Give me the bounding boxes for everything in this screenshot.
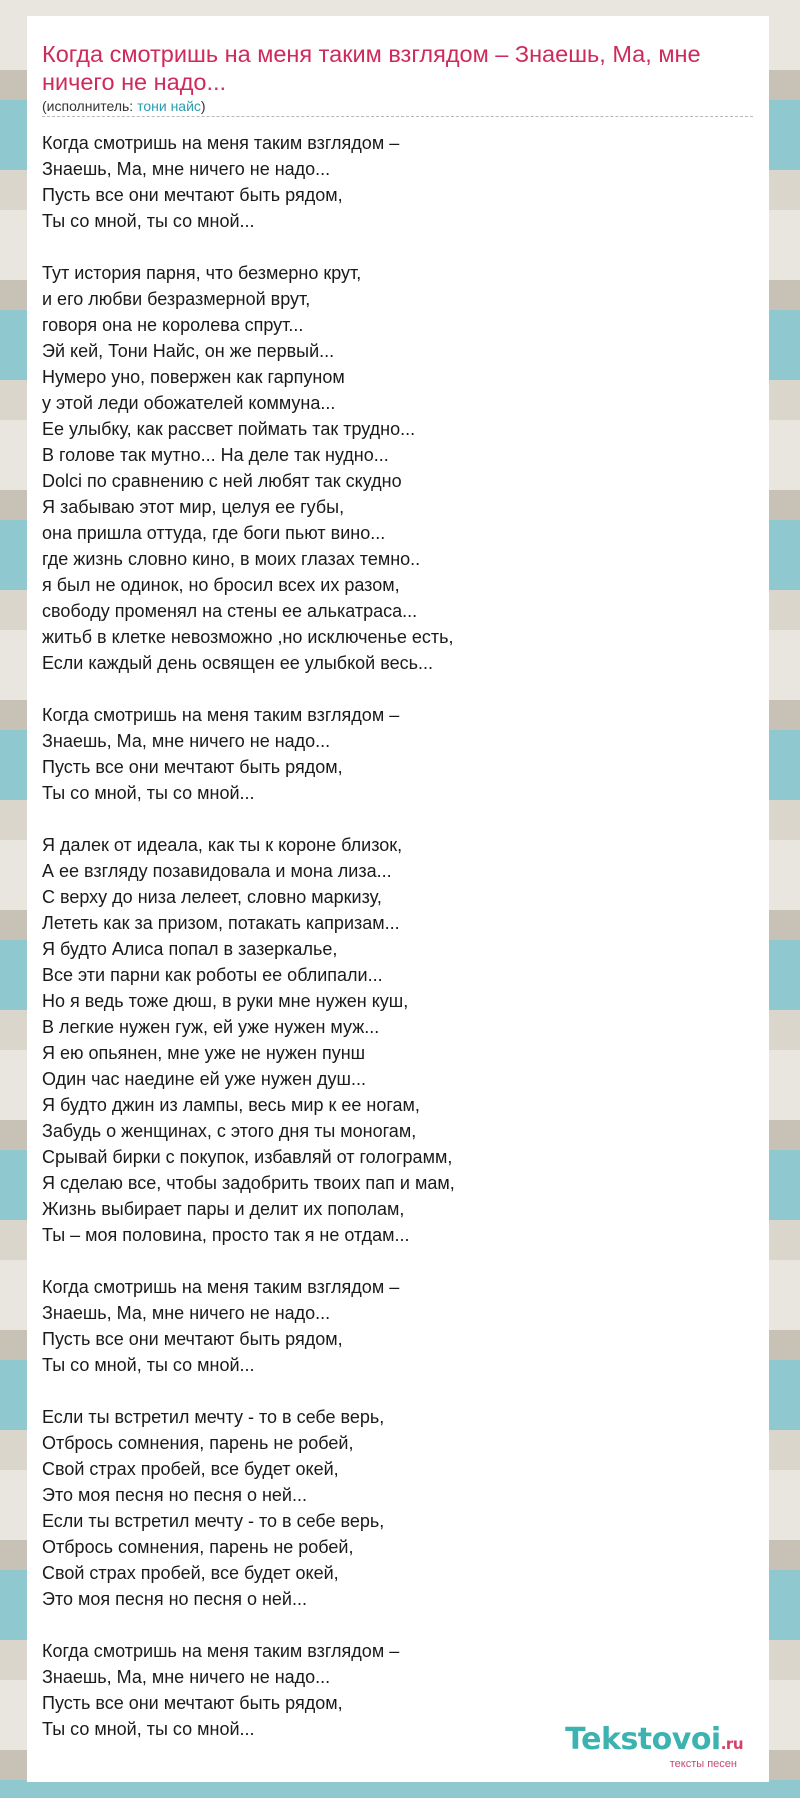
- lyric-line: Ты со мной, ты со мной...: [42, 1719, 255, 1739]
- stanza: [42, 832, 755, 1248]
- lyric-line: Ты со мной, ты со мной...: [42, 783, 255, 803]
- lyric-line: Жизнь выбирает пары и делит их пополам,: [42, 1199, 405, 1219]
- lyric-line: у этой леди обожателей коммуна...: [42, 393, 336, 413]
- stanza: [42, 130, 755, 234]
- lyric-line: В голове так мутно... На деле так нудно...: [42, 445, 389, 465]
- stanza: [42, 702, 755, 806]
- lyric-line: Ты со мной, ты со мной...: [42, 1355, 255, 1375]
- lyric-line: Знаешь, Ма, мне ничего не надо...: [42, 1667, 331, 1687]
- lyric-line: свободу променял на стены ее алькатраса...: [42, 601, 418, 621]
- lyric-line: Знаешь, Ма, мне ничего не надо...: [42, 1303, 331, 1323]
- lyric-line: Тут история парня, что безмерно крут,: [42, 263, 362, 283]
- artist-link[interactable]: тони найс: [137, 98, 201, 114]
- lyric-line: Знаешь, Ма, мне ничего не надо...: [42, 159, 331, 179]
- logo-wordmark: [565, 1723, 743, 1761]
- lyric-line: Свой страх пробей, все будет окей,: [42, 1459, 339, 1479]
- artist-line: [42, 98, 753, 117]
- lyrics-card: [27, 16, 769, 1782]
- lyric-line: Пусть все они мечтают быть рядом,: [42, 1693, 343, 1713]
- lyric-line: Когда смотришь на меня таким взглядом –: [42, 1641, 400, 1661]
- lyric-line: Ее улыбку, как рассвет поймать так трудно...: [42, 419, 416, 439]
- lyric-line: Dolci по сравнению с ней любят так скудно: [42, 471, 402, 491]
- lyrics-body: [42, 130, 755, 1742]
- lyric-line: где жизнь словно кино, в моих глазах темно..: [42, 549, 421, 569]
- lyric-line: Отбрось сомнения, парень не робей,: [42, 1433, 354, 1453]
- stanza: [42, 1404, 755, 1612]
- lyric-line: Я далек от идеала, как ты к короне близок,: [42, 835, 403, 855]
- lyric-line: Пусть все они мечтают быть рядом,: [42, 1329, 343, 1349]
- logo-tagline: тексты песен: [669, 1758, 737, 1770]
- lyric-line: Когда смотришь на меня таким взглядом –: [42, 133, 400, 153]
- lyric-line: Ты со мной, ты со мной...: [42, 211, 255, 231]
- lyric-line: Эй кей, Тони Найс, он же первый...: [42, 341, 335, 361]
- site-logo[interactable]: [565, 1723, 743, 1770]
- lyric-line: Забудь о женщинах, с этого дня ты моногам,: [42, 1121, 417, 1141]
- lyric-line: Это моя песня но песня о ней...: [42, 1589, 307, 1609]
- logo-name: Tekstovoi: [565, 1722, 721, 1757]
- lyric-line: Когда смотришь на меня таким взглядом –: [42, 705, 400, 725]
- lyric-line: я был не одинок, но бросил всех их разом,: [42, 575, 400, 595]
- lyric-line: Один час наедине ей уже нужен душ...: [42, 1069, 366, 1089]
- lyric-line: и его любви безразмерной врут,: [42, 289, 311, 309]
- lyric-line: Свой страх пробей, все будет окей,: [42, 1563, 339, 1583]
- lyric-line: говоря она не королева спрут...: [42, 315, 304, 335]
- stanza: [42, 260, 755, 676]
- lyric-line: она пришла оттуда, где боги пьют вино...: [42, 523, 386, 543]
- lyric-line: С верху до низа лелеет, словно маркизу,: [42, 887, 382, 907]
- lyric-line: Но я ведь тоже дюш, в руки мне нужен куш,: [42, 991, 409, 1011]
- lyric-line: Я ею опьянен, мне уже не нужен пунш: [42, 1043, 366, 1063]
- stanza: [42, 1274, 755, 1378]
- lyric-line: Срывай бирки с покупок, избавляй от голограмм,: [42, 1147, 453, 1167]
- lyric-line: Если ты встретил мечту - то в себе верь,: [42, 1407, 385, 1427]
- lyric-line: Когда смотришь на меня таким взглядом –: [42, 1277, 400, 1297]
- lyric-line: А ее взгляду позавидовала и мона лиза...: [42, 861, 392, 881]
- song-title: Когда смотришь на меня таким взглядом – Знаешь, Ма, мне ничего не надо...: [42, 41, 701, 95]
- lyric-line: житьб в клетке невозможно ,но исключенье есть,: [42, 627, 454, 647]
- lyric-line: Знаешь, Ма, мне ничего не надо...: [42, 731, 331, 751]
- lyric-line: Я будто Алиса попал в зазеркалье,: [42, 939, 338, 959]
- artist-suffix: ): [200, 98, 206, 114]
- lyric-line: Если каждый день освящен ее улыбкой весь...: [42, 653, 433, 673]
- lyric-line: Если ты встретил мечту - то в себе верь,: [42, 1511, 385, 1531]
- lyric-line: Пусть все они мечтают быть рядом,: [42, 185, 343, 205]
- lyric-line: Я забываю этот мир, целуя ее губы,: [42, 497, 345, 517]
- artist-prefix: (исполнитель:: [42, 98, 138, 114]
- logo-tld: .ru: [720, 1735, 743, 1753]
- lyric-line: Отбрось сомнения, парень не робей,: [42, 1537, 354, 1557]
- lyric-line: В легкие нужен гуж, ей уже нужен муж...: [42, 1017, 380, 1037]
- lyric-line: Нумеро уно, повержен как гарпуном: [42, 367, 345, 387]
- lyric-line: Лететь как за призом, потакать капризам...: [42, 913, 400, 933]
- lyric-line: Я будто джин из лампы, весь мир к ее ногам,: [42, 1095, 420, 1115]
- lyric-line: Пусть все они мечтают быть рядом,: [42, 757, 343, 777]
- lyric-line: Все эти парни как роботы ее облипали...: [42, 965, 383, 985]
- lyric-line: Это моя песня но песня о ней...: [42, 1485, 307, 1505]
- lyric-line: Ты – моя половина, просто так я не отдам...: [42, 1225, 410, 1245]
- lyric-line: Я сделаю все, чтобы задобрить твоих пап и мам,: [42, 1173, 455, 1193]
